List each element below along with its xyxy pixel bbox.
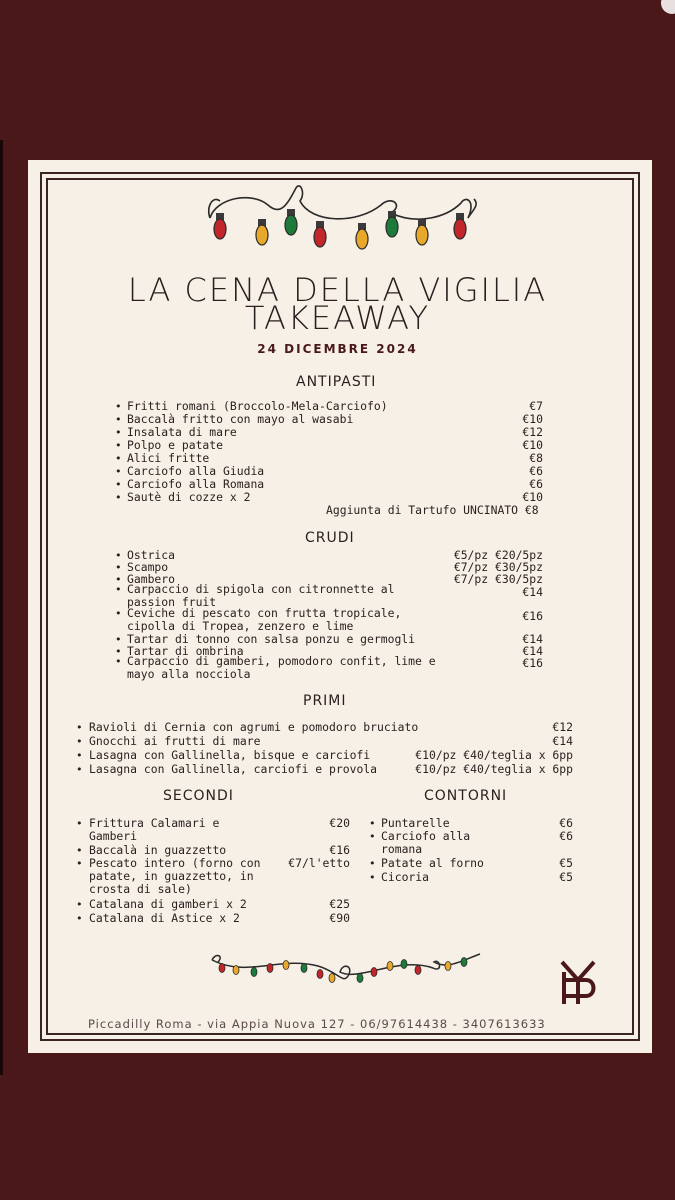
menu-item-price: €20 [329, 816, 350, 830]
bullet: • [115, 645, 122, 658]
menu-item-name: Tartar di tonno con salsa ponzu e germogli [127, 632, 416, 646]
menu-title: LA CENA DELLA VIGILIA [127, 271, 548, 309]
section-heading-contorni: CONTORNI [424, 788, 508, 804]
menu-item-price: €6 [529, 477, 543, 491]
menu-item-price: €6 [529, 464, 543, 478]
bullet: • [115, 655, 122, 668]
menu-item-name: Frittura Calamari e [89, 816, 220, 830]
garland-icon [208, 948, 483, 993]
menu-item-price: €12 [552, 720, 573, 734]
menu-item-name: Baccalà fritto con mayo al wasabi [127, 412, 354, 426]
light-bulb [416, 219, 428, 245]
garland-bulb [401, 960, 407, 969]
menu-item-name: Puntarelle [381, 816, 450, 830]
garland-bulb [251, 968, 257, 977]
menu-item-name: Ravioli di Cernia con agrumi e pomodoro bruciato [89, 720, 419, 734]
menu-item-name: mayo alla nocciola [127, 667, 251, 681]
menu-item-name: Carciofo alla Giudia [127, 464, 265, 478]
menu-item-name: Patate al forno [381, 856, 484, 870]
menu-item-price: €8 [529, 451, 543, 465]
menu-item-price: €14 [522, 644, 543, 658]
bullet: • [76, 721, 83, 734]
menu-item-name: Polpo e patate [127, 438, 224, 452]
menu-item-name: Alici fritte [127, 451, 210, 465]
menu-item-name: Carpaccio di spigola con citronnette al [127, 582, 395, 596]
light-bulb [285, 209, 297, 235]
menu-item-name: patate, in guazzetto, in [89, 869, 254, 883]
menu-item-name: Baccalà in guazzetto [89, 843, 227, 857]
bullet: • [369, 857, 376, 870]
bullet: • [115, 413, 122, 426]
menu-item-price: €10 [522, 490, 543, 504]
menu-item-price: €16 [522, 609, 543, 623]
menu-item-price: €14 [552, 734, 573, 748]
bullet: • [115, 491, 122, 504]
bullet: • [76, 912, 83, 925]
menu-item-price: €7/l'etto [288, 856, 350, 870]
menu-subtitle: TAKEAWAY [244, 299, 431, 337]
bullet: • [115, 633, 122, 646]
menu-item-price: €90 [329, 911, 350, 925]
menu-item-price: €7 [529, 399, 543, 413]
bullet: • [369, 871, 376, 884]
menu-item-name: Ceviche di pescato con frutta tropicale, [127, 606, 402, 620]
garland-bulb [317, 970, 323, 979]
menu-item-name: Fritti romani (Broccolo-Mela-Carciofo) [127, 399, 388, 413]
menu-item-price: €5 [559, 856, 573, 870]
bullet: • [76, 749, 83, 762]
menu-item-name: Sautè di cozze x 2 [127, 490, 251, 504]
footer-contact: Piccadilly Roma - via Appia Nuova 127 - 06/97614438 - 3407613633 [88, 1017, 546, 1031]
menu-item-name: Gamberi [89, 829, 138, 843]
light-bulb [356, 223, 368, 249]
bullet: • [76, 817, 83, 830]
bullet: • [115, 549, 122, 562]
bullet: • [369, 830, 376, 843]
section-heading-crudi: CRUDI [305, 530, 355, 546]
menu-item-name: cipolla di Tropea, zenzero e lime [127, 619, 354, 633]
garland-bulb [357, 974, 363, 983]
garland-bulb [267, 964, 273, 973]
garland-bulb [301, 964, 307, 973]
menu-item-name: Tartar di ombrina [127, 644, 244, 658]
garland-bulb [445, 962, 451, 971]
menu-item-price: €10 [522, 412, 543, 426]
menu-date: 24 DICEMBRE 2024 [257, 342, 418, 356]
bullet: • [115, 583, 122, 596]
menu-item-name: Carpaccio di gamberi, pomodoro confit, lime e [127, 654, 436, 668]
garland-bulb [233, 966, 239, 975]
garland-bulb [371, 968, 377, 977]
menu-item-name: Lasagna con Gallinella, bisque e carciofi [89, 748, 371, 762]
menu-item-price: €12 [522, 425, 543, 439]
bullet: • [369, 817, 376, 830]
bullet: • [115, 400, 122, 413]
menu-item-name: crosta di sale) [89, 882, 192, 896]
garland-bulb [329, 974, 335, 983]
menu-item-price: €10/pz €40/teglia x 6pp [415, 748, 573, 762]
menu-item-name: Carciofo alla [381, 829, 471, 843]
garland-bulb [461, 958, 467, 967]
bullet: • [115, 439, 122, 452]
menu-item-price: €6 [559, 816, 573, 830]
section-heading-primi: PRIMI [303, 693, 347, 709]
menu-item-name: Gambero [127, 572, 176, 586]
light-bulb [454, 213, 466, 239]
menu-item-name: Scampo [127, 560, 169, 574]
bullet: • [115, 426, 122, 439]
bullet: • [115, 607, 122, 620]
menu-item-name: Catalana di Astice x 2 [89, 911, 240, 925]
section-heading-antipasti: ANTIPASTI [296, 374, 377, 390]
menu-item-price: €5/pz €20/5pz [453, 548, 543, 562]
bullet: • [115, 465, 122, 478]
light-bulb [256, 219, 268, 245]
menu-item-name: Lasagna con Gallinella, carciofi e provola [89, 762, 378, 776]
section-heading-secondi: SECONDI [163, 788, 234, 804]
menu-item-name: Gnocchi ai frutti di mare [89, 734, 261, 748]
bullet: • [76, 844, 83, 857]
bullet: • [115, 561, 122, 574]
garland-bulb [415, 966, 421, 975]
restaurant-logo [558, 958, 600, 1006]
light-bulb [214, 213, 226, 239]
menu-item-price: €7/pz €30/5pz [453, 560, 543, 574]
menu-item-name: Catalana di gamberi x 2 [89, 897, 247, 911]
menu-item-price: €10/pz €40/teglia x 6pp [415, 762, 573, 776]
menu-item-name: Carciofo alla Romana [127, 477, 265, 491]
menu-item-price: €5 [559, 870, 573, 884]
menu-item-price: €10 [522, 438, 543, 452]
garland-bulb [283, 961, 289, 970]
menu-item-price: €25 [329, 897, 350, 911]
menu-item-name: romana [381, 842, 423, 856]
garland-bulb [219, 964, 225, 973]
light-bulb [314, 221, 326, 247]
menu-item-name: Insalata di mare [127, 425, 237, 439]
bullet: • [76, 898, 83, 911]
menu-item-price: €16 [522, 656, 543, 670]
menu-item-price: €14 [522, 585, 543, 599]
menu-item-price: €6 [559, 829, 573, 843]
bullet: • [76, 763, 83, 776]
bullet: • [76, 857, 83, 870]
truffle-note: Aggiunta di Tartufo UNCINATO €8 [326, 503, 539, 517]
bullet: • [115, 478, 122, 491]
bullet: • [76, 735, 83, 748]
bullet: • [115, 573, 122, 586]
menu-item-name: Ostrica [127, 548, 176, 562]
menu-item-name: Pescato intero (forno con [89, 856, 261, 870]
menu-item-name: passion fruit [127, 595, 217, 609]
garland-bulb [387, 962, 393, 971]
corner-shape [661, 0, 675, 14]
menu-item-price: €14 [522, 632, 543, 646]
string-lights-icon [176, 183, 506, 268]
menu-item-price: €16 [329, 843, 350, 857]
bullet: • [115, 452, 122, 465]
menu-item-name: Cicoria [381, 870, 430, 884]
menu-item-price: €7/pz €30/5pz [453, 572, 543, 586]
